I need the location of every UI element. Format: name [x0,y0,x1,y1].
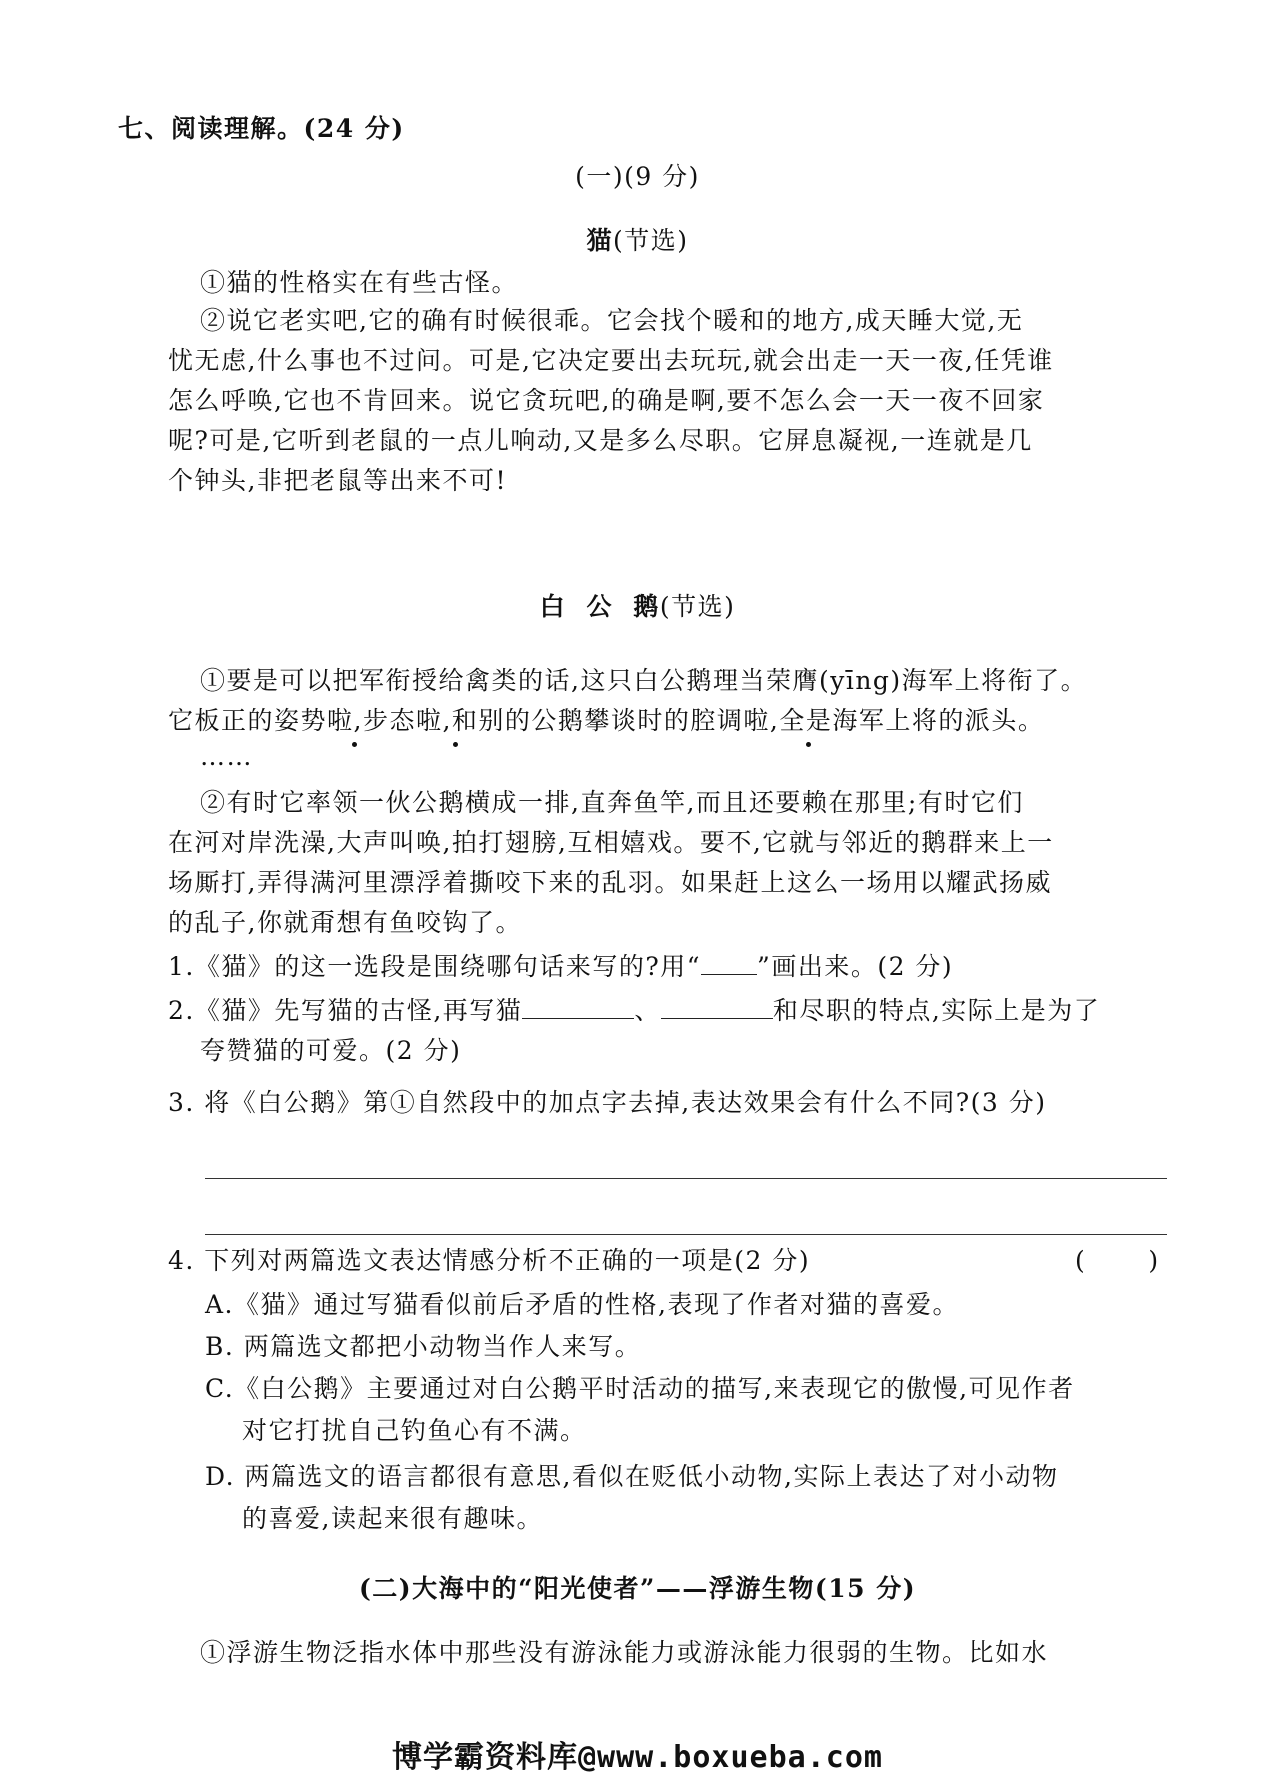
cat-line-4: 怎么呼唤,它也不肯回来。说它贪玩吧,的确是啊,要不怎么会一天一夜不回家 [168,386,1045,415]
cat-line-6: 个钟头,非把老鼠等出来不可! [168,466,507,495]
cat-title-sub: (节选) [613,226,689,255]
goose-line-5: 场厮打,弄得满河里漂浮着撕咬下来的乱羽。如果赶上这么一场用以耀武扬威 [168,868,1052,897]
goose-line-2: 它板正的姿势啦,步态啦,和别的公鹅攀谈时的腔调啦,全是海军上将的派头。 [168,706,1045,735]
question-2-blank-2[interactable] [661,994,773,1019]
emphasis-dot [453,742,458,747]
emphasis-dot [352,742,357,747]
answer-line-2[interactable] [205,1234,1167,1235]
cat-title [0,224,1275,258]
goose-line-4: 在河对岸洗澡,大声叫唤,拍打翅膀,互相嬉戏。要不,它就与邻近的鹅群来上一 [168,828,1054,857]
goose-line-1: ①要是可以把军衔授给禽类的话,这只白公鹅理当荣膺(yīng)海军上将衔了。 [200,666,1088,695]
answer-line-1[interactable] [205,1178,1167,1179]
question-1-blank[interactable] [701,950,757,975]
option-d-cont: 的喜爱,读起来很有趣味。 [242,1504,543,1533]
watermark: 博学霸资料库@www.boxueba.com [392,1740,883,1775]
part2-title: (二)大海中的“阳光使者”——浮游生物(15 分) [358,1574,917,1603]
option-d: D. 两篇选文的语言都很有意思,看似在贬低小动物,实际上表达了对小动物 [205,1462,1059,1491]
goose-title [0,590,1275,624]
section-heading: 七、阅读理解。(24 分) [118,114,405,143]
question-2-blank-1[interactable] [522,994,634,1019]
question-3: 3. 将《白公鹅》第①自然段中的加点字去掉,表达效果会有什么不同?(3 分) [168,1088,1047,1117]
question-2-text-b: 、 [634,996,661,1025]
goose-line-6: 的乱子,你就甭想有鱼咬钩了。 [168,908,522,937]
goose-title-main: 白 公 鹅 [539,592,660,621]
goose-line-3: ②有时它率领一伙公鹅横成一排,直奔鱼竿,而且还要赖在那里;有时它们 [200,788,1024,817]
option-a: A.《猫》通过写猫看似前后矛盾的性格,表现了作者对猫的喜爱。 [205,1290,959,1319]
cat-line-5: 呢?可是,它听到老鼠的一点儿响动,又是多么尽职。它屏息凝视,一连就是几 [168,426,1033,455]
answer-paren-box[interactable]: ( ) [1075,1246,1159,1275]
question-2-text-a: 2.《猫》先写猫的古怪,再写猫 [168,996,523,1025]
cat-line-2: ②说它老实吧,它的确有时候很乖。它会找个暖和的地方,成天睡大觉,无 [200,306,1024,335]
question-2-text-c: 和尽职的特点,实际上是为了 [772,996,1101,1025]
question-4: 4. 下列对两篇选文表达情感分析不正确的一项是(2 分) [168,1246,811,1275]
part2-line-1: ①浮游生物泛指水体中那些没有游泳能力或游泳能力很弱的生物。比如水 [200,1638,1049,1667]
part1-title: (一)(9 分) [575,162,700,191]
cat-line-1: ①猫的性格实在有些古怪。 [200,268,519,297]
goose-title-sub: (节选) [659,592,736,621]
option-b: B. 两篇选文都把小动物当作人来写。 [205,1332,642,1361]
question-1-text-a: 1.《猫》的这一选段是围绕哪句话来写的?用“ [168,952,702,981]
question-2-cont: 夸赞猫的可爱。(2 分) [200,1036,462,1065]
goose-line-ellipsis: …… [200,742,253,771]
emphasis-dot [806,742,811,747]
question-1-text-b: ”画出来。(2 分) [757,952,954,981]
question-1 [168,950,953,984]
cat-line-3: 忧无虑,什么事也不过问。可是,它决定要出去玩玩,就会出走一天一夜,任凭谁 [168,346,1054,375]
option-c-cont: 对它打扰自己钓鱼心有不满。 [242,1416,587,1445]
cat-title-main: 猫 [586,226,613,255]
option-c: C.《白公鹅》主要通过对白公鹅平时活动的描写,来表现它的傲慢,可见作者 [205,1374,1075,1403]
question-2 [168,994,1100,1028]
